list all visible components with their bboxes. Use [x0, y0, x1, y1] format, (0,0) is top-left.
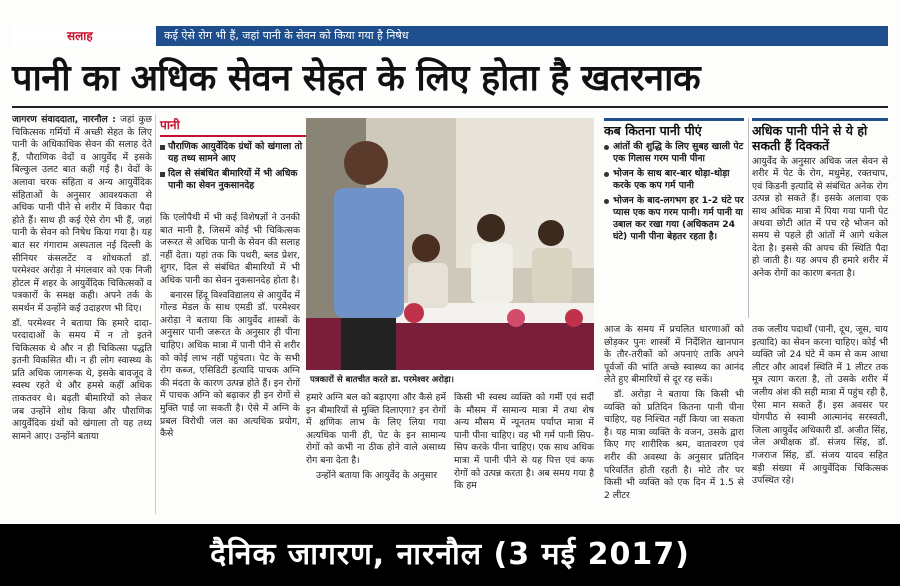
photo-caption: पत्रकारों से बातचीत करते डा. परमेश्वर अरोड़ा। [306, 372, 594, 388]
box-text: आयुर्वेद के अनुसार अधिक जल सेवन से शरीर में पेट के रोग, मधुमेह, रक्तचाप, एवं किडनी इत्यादि से संबंधित अनेक रोग उत्पन्न हो सकते हैं। इसके अलावा एक साथ अधिक मात्रा में पिया गया पानी पेट अथवा छोटी आंत में पच रहे भोजन को समय से पहले ही आंतों में आगे धकेल देता है। इससे की अपच की स्थिति पैदा हो जाती है। यह अपच ही हमारे शरीर में अनेक रोगों का कारण बनता है। [752, 156, 888, 279]
column-paragraph: बनारस हिंदू विश्वविद्यालय से आयुर्वेद में गोल्ड मेडल के साथ एमडी डॉ. परमेश्वर अरोड़ा ने बताया कि आयुर्वेद शास्त्रों के अनुसार पानी जरूरत के अनुसार ही पीना चाहिए। अधिक मात्रा में पानी पीने से शरीर को कोई लाभ नहीं पहुंचता। पेट के सभी रोग कब्ज, एसिडिटी इत्यादि पाचक अग्नि की मंदता के कारण उत्पन्न होते हैं। इन रोगों में पाचक अग्नि को बढ़ाकर ही इन रोगों से मुक्ति पाई जा सकती है। ऐसे में अग्नि के प्रबल विरोधी जल का अत्यधिक प्रयोग, कैसे [160, 289, 300, 440]
column-paragraph: डॉ. अरोड़ा ने बताया कि किसी भी व्यक्ति को प्रतिदिन कितना पानी पीना चाहिए, यह निश्चित नहीं किया जा सकता है। यह मात्रा व्यक्ति के वजन, उसके द्वारा किए गए शारीरिक श्रम, वातावरण एवं शरीर की अवस्था के अनुसार प्रतिदिन परिवर्तित होती रहती है। मोटे तौर पर किसी भी व्यक्ति को एक दिन में 1.5 से 2 लीटर [604, 388, 744, 501]
section-banner [12, 26, 888, 46]
paragraph-text: जहां कुछ चिकित्सक गर्मियों में अच्छी सेहत के लिए पानी के अधिकाधिक सेवन की सलाह देते हैं, पौराणिक वेदों व आयुर्वेद में इसके बिल्कुल उलट बात कही गई है। वेदों के अलावा चरक संहिता व अन्य आयुर्वेदिक संहिताओं के अनुसार आवश्यकता से अधिक पानी पीने से शरीर में विकार पैदा होते हैं। साथ ही कई ऐसे रोग भी हैं, जहां पानी के सेवन को निषेध किया गया है। यह बात सर गंगाराम अस्पताल नई दिल्ली के सीनियर कंसलटेंट व शोधकर्ता डॉ. परमेश्वर अरोड़ा ने मंगलवार को एक निजी होटल में शहर के आयुर्वेदिक चिकित्सकों व पत्रकारों के समक्ष कही। अपने तर्क के समर्थन में उन्होंने कई उदाहरण भी दिए। [12, 114, 152, 314]
column-paragraph: उन्होंने बताया कि आयुर्वेद के अनुसार [316, 469, 437, 481]
box-title: अधिक पानी पीने से ये हो सकती हैं दिक्कतें [752, 123, 868, 153]
event-photo [306, 118, 594, 370]
problems-box [752, 118, 888, 318]
source-footer: दैनिक जागरण, नारनौल (3 मई 2017) [0, 524, 900, 586]
column-paragraph: आज के समय में प्रचलित धारणाओं को छोड़कर पुनः शास्त्रों में निर्देशित खानपान के तौर-तरीकों को अपनाएं ताकि अपने पूर्वजों की भांति अच्छे स्वास्थ्य का आनंद लेते हुए बीमारियों से दूर रह सकें। [604, 324, 744, 386]
column-paragraph [12, 114, 152, 316]
page-headline: पानी का अधिक सेवन सेहत के लिए होता है खतरनाक [12, 57, 701, 99]
column-paragraph: हमारे अग्नि बल को बढ़ाएगा और कैसे हमें इन बीमारियों से मुक्ति दिलाएगा? इन रोगों में क्षणिक लाभ के लिए लिया गया अत्यधिक पानी ही, पेट के इन सामान्य रोगों को कभी ना ठीक होने वाले असाध्य रोग बना देता है। [306, 392, 446, 466]
byline: जागरण संवाददाता, नारनौल : [12, 114, 116, 125]
highlights-tag: पानी [160, 116, 308, 137]
water-schedule-box [604, 118, 744, 318]
column-divider [155, 114, 156, 514]
box-title: कब कितना पानी पीएं [604, 123, 702, 138]
highlights-box [160, 116, 308, 208]
column-paragraph: कि एलोपैथी में भी कई विशेषज्ञों ने उनकी बात मानी है, जिसमें कोई भी चिकित्सक जरूरत से अधिक पानी के सेवन की सलाह नहीं देता। यहां तक कि पथरी, ब्लड प्रेशर, शुगर, दिल से संबंधित बीमारियों में भी अधिक पानी का सेवन नुकसानदेह होता है। [160, 212, 300, 286]
column-paragraph: डॉ. परमेश्वर ने बताया कि हमारे दादा-परदादाओं के समय में न तो इतने चिकित्सक थे और न ही चिकित्सा पद्धति इतनी विकसित थी। न ही लोग स्वास्थ्य के प्रति अधिक जागरूक थे, इसके बावजूद वे स्वस्थ रहते थे और हमसे कहीं अधिक ताकतवर थे। बढ़ती बीमारियों को लेकर जब उन्होंने शोध किया और पौराणिक आयुर्वेदिक ग्रंथों को खंगाला तो यह तथ्य सामने आए। उन्होंने बताया [12, 317, 152, 442]
kicker-line: कई ऐसे रोग भी हैं, जहां पानी के सेवन को किया गया है निषेध [156, 26, 888, 46]
column-paragraph: तक जलीय पदार्थों (पानी, दूध, जूस, चाय इत्यादि) का सेवन करना चाहिए। कोई भी व्यक्ति जो 24 घंटे में कम से कम आधा लीटर और आदर्श स्थिति में 1 लीटर तक मूत्र त्याग करता है, तो उसके शरीर में जलीय अंश की सही मात्रा में पहुंच रही है, ऐसा मान सकते हैं। इस अवसर पर योगपीठ से स्वामी आत्मानंद सरस्वती, जिला आयुर्वेद अधिकारी डॉ. अजीत सिंह, जेल अधीक्षक डॉ. संजय सिंह, डॉ. गजराज सिंह, डॉ. संजय यादव सहित बड़ी संख्या में आयुर्वेदिक चिकित्सक उपस्थित रहे। [752, 324, 888, 487]
box-point: आंतों की शुद्धि के लिए सुबह खाली पेट एक गिलास गरम पानी पीना [604, 141, 744, 165]
column-paragraph: किसी भी स्वस्थ व्यक्ति को गर्मी एवं सर्दी के मौसम में सामान्य मात्रा में तथा शेष अन्य मौसम में न्यूनतम पर्याप्त मात्रा में पानी पीना चाहिए। वह भी गर्म पानी सिप-सिप करके पीना चाहिए। एक साथ अधिक मात्रा में पानी पीने से यह पित्त एवं कफ रोगों को उत्पन्न करता है। अब समय गया है कि हम [454, 392, 594, 492]
highlight-point: पौराणिक आयुर्वेदिक ग्रंथों को खंगाला तो यह तथ्य सामने आए [160, 141, 308, 165]
headline-rule [12, 106, 888, 108]
highlight-point: दिल से संबंधित बीमारियों में भी अधिक पानी का सेवन नुकसानदेह [160, 168, 308, 192]
section-label: सलाह [12, 26, 156, 46]
article-column-6 [752, 324, 888, 514]
article-column-5 [604, 324, 744, 514]
article-column-2 [160, 212, 300, 514]
photo-illustration [306, 118, 594, 370]
box-point: भोजन के साथ बार-बार थोड़ा-थोड़ा करके एक कप गर्म पानी [604, 168, 744, 192]
article-column-1 [12, 114, 152, 514]
article-column-4 [454, 392, 594, 514]
box-point: भोजन के बाद-लगभग हर 1-2 घंटे पर प्यास एक कप गरम पानी। गर्म पानी या उबाल कर रखा गया (अधिकतम 24 घंटे) पानी पीना बेहतर रहता है। [604, 195, 744, 243]
article-column-3 [306, 392, 446, 514]
box-divider [748, 118, 749, 318]
